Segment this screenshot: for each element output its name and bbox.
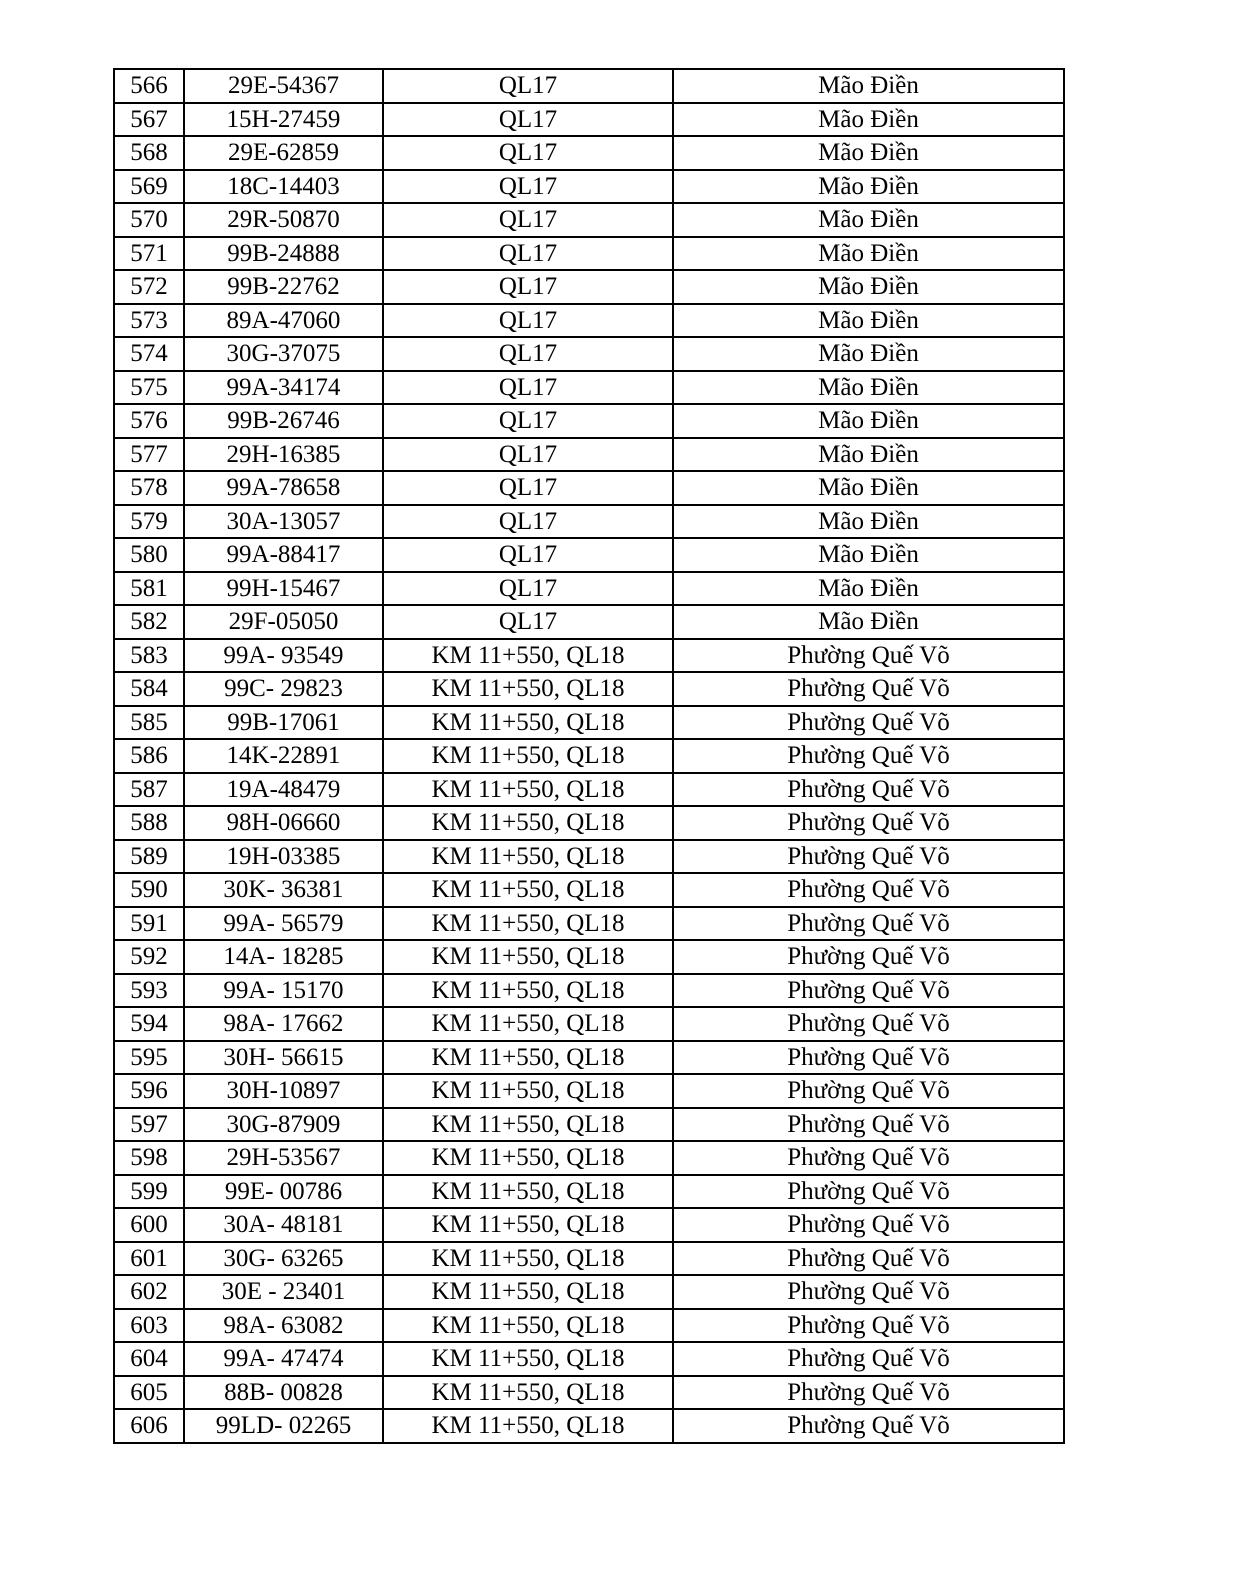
row-number-cell: 568 (114, 136, 184, 170)
ward-cell: Mão Điền (673, 404, 1064, 438)
table-row (114, 907, 1064, 941)
table-row (114, 639, 1064, 673)
table-row (114, 538, 1064, 572)
ward-cell: Phường Quế Võ (673, 907, 1064, 941)
table-row (114, 69, 1064, 103)
location-cell: KM 11+550, QL18 (383, 806, 673, 840)
ward-cell: Phường Quế Võ (673, 672, 1064, 706)
license-plate-cell: 30G- 63265 (184, 1242, 383, 1276)
table-row (114, 773, 1064, 807)
table-row (114, 103, 1064, 137)
table-row (114, 1309, 1064, 1343)
license-plate-cell: 30A-13057 (184, 505, 383, 539)
location-cell: QL17 (383, 371, 673, 405)
row-number-cell: 587 (114, 773, 184, 807)
location-cell: KM 11+550, QL18 (383, 1275, 673, 1309)
ward-cell: Phường Quế Võ (673, 1342, 1064, 1376)
license-plate-cell: 99E- 00786 (184, 1175, 383, 1209)
license-plate-cell: 98A- 63082 (184, 1309, 383, 1343)
table-row (114, 136, 1064, 170)
table-row (114, 840, 1064, 874)
table-row (114, 1175, 1064, 1209)
ward-cell: Mão Điền (673, 438, 1064, 472)
location-cell: KM 11+550, QL18 (383, 672, 673, 706)
row-number-cell: 606 (114, 1409, 184, 1443)
ward-cell: Phường Quế Võ (673, 940, 1064, 974)
table-row (114, 1376, 1064, 1410)
ward-cell: Phường Quế Võ (673, 773, 1064, 807)
ward-cell: Mão Điền (673, 270, 1064, 304)
license-plate-cell: 29H-16385 (184, 438, 383, 472)
ward-cell: Mão Điền (673, 103, 1064, 137)
license-plate-cell: 98H-06660 (184, 806, 383, 840)
location-cell: KM 11+550, QL18 (383, 1208, 673, 1242)
table-row (114, 505, 1064, 539)
row-number-cell: 601 (114, 1242, 184, 1276)
row-number-cell: 574 (114, 337, 184, 371)
table-row (114, 237, 1064, 271)
location-cell: KM 11+550, QL18 (383, 1007, 673, 1041)
location-cell: QL17 (383, 136, 673, 170)
location-cell: KM 11+550, QL18 (383, 1175, 673, 1209)
ward-cell: Phường Quế Võ (673, 1376, 1064, 1410)
license-plate-cell: 88B- 00828 (184, 1376, 383, 1410)
row-number-cell: 570 (114, 203, 184, 237)
ward-cell: Phường Quế Võ (673, 1007, 1064, 1041)
location-cell: KM 11+550, QL18 (383, 1074, 673, 1108)
row-number-cell: 604 (114, 1342, 184, 1376)
license-plate-cell: 99A- 47474 (184, 1342, 383, 1376)
table-row (114, 672, 1064, 706)
table-row (114, 471, 1064, 505)
ward-cell: Phường Quế Võ (673, 840, 1064, 874)
location-cell: QL17 (383, 404, 673, 438)
location-cell: KM 11+550, QL18 (383, 1376, 673, 1410)
vehicle-records-table (113, 68, 1065, 1444)
table-row (114, 170, 1064, 204)
row-number-cell: 596 (114, 1074, 184, 1108)
table-row (114, 605, 1064, 639)
ward-cell: Mão Điền (673, 203, 1064, 237)
row-number-cell: 592 (114, 940, 184, 974)
ward-cell: Mão Điền (673, 69, 1064, 103)
license-plate-cell: 99B-26746 (184, 404, 383, 438)
table-row (114, 304, 1064, 338)
ward-cell: Mão Điền (673, 605, 1064, 639)
ward-cell: Phường Quế Võ (673, 974, 1064, 1008)
location-cell: QL17 (383, 471, 673, 505)
table-row (114, 1007, 1064, 1041)
table-row (114, 974, 1064, 1008)
row-number-cell: 577 (114, 438, 184, 472)
ward-cell: Mão Điền (673, 136, 1064, 170)
table-row (114, 806, 1064, 840)
location-cell: KM 11+550, QL18 (383, 907, 673, 941)
license-plate-cell: 30G-37075 (184, 337, 383, 371)
location-cell: QL17 (383, 270, 673, 304)
license-plate-cell: 30H- 56615 (184, 1041, 383, 1075)
row-number-cell: 571 (114, 237, 184, 271)
ward-cell: Mão Điền (673, 505, 1064, 539)
license-plate-cell: 29E-54367 (184, 69, 383, 103)
location-cell: KM 11+550, QL18 (383, 639, 673, 673)
license-plate-cell: 98A- 17662 (184, 1007, 383, 1041)
row-number-cell: 586 (114, 739, 184, 773)
row-number-cell: 580 (114, 538, 184, 572)
table-row (114, 371, 1064, 405)
table-row (114, 706, 1064, 740)
license-plate-cell: 19A-48479 (184, 773, 383, 807)
table-row (114, 404, 1064, 438)
table-row (114, 739, 1064, 773)
row-number-cell: 578 (114, 471, 184, 505)
ward-cell: Mão Điền (673, 337, 1064, 371)
row-number-cell: 600 (114, 1208, 184, 1242)
ward-cell: Mão Điền (673, 304, 1064, 338)
license-plate-cell: 99A-78658 (184, 471, 383, 505)
license-plate-cell: 15H-27459 (184, 103, 383, 137)
location-cell: QL17 (383, 505, 673, 539)
table-row (114, 1041, 1064, 1075)
license-plate-cell: 99B-24888 (184, 237, 383, 271)
table-row (114, 270, 1064, 304)
ward-cell: Phường Quế Võ (673, 1409, 1064, 1443)
ward-cell: Phường Quế Võ (673, 1141, 1064, 1175)
row-number-cell: 573 (114, 304, 184, 338)
table-row (114, 1409, 1064, 1443)
row-number-cell: 569 (114, 170, 184, 204)
license-plate-cell: 30H-10897 (184, 1074, 383, 1108)
ward-cell: Mão Điền (673, 371, 1064, 405)
license-plate-cell: 99A- 93549 (184, 639, 383, 673)
location-cell: KM 11+550, QL18 (383, 940, 673, 974)
ward-cell: Phường Quế Võ (673, 1175, 1064, 1209)
row-number-cell: 599 (114, 1175, 184, 1209)
row-number-cell: 593 (114, 974, 184, 1008)
location-cell: KM 11+550, QL18 (383, 773, 673, 807)
ward-cell: Phường Quế Võ (673, 1108, 1064, 1142)
license-plate-cell: 14K-22891 (184, 739, 383, 773)
table-row (114, 438, 1064, 472)
ward-cell: Phường Quế Võ (673, 1208, 1064, 1242)
table-row (114, 203, 1064, 237)
row-number-cell: 590 (114, 873, 184, 907)
location-cell: KM 11+550, QL18 (383, 1141, 673, 1175)
ward-cell: Mão Điền (673, 471, 1064, 505)
location-cell: KM 11+550, QL18 (383, 1108, 673, 1142)
row-number-cell: 597 (114, 1108, 184, 1142)
location-cell: KM 11+550, QL18 (383, 1041, 673, 1075)
ward-cell: Phường Quế Võ (673, 873, 1064, 907)
row-number-cell: 595 (114, 1041, 184, 1075)
license-plate-cell: 29F-05050 (184, 605, 383, 639)
location-cell: QL17 (383, 605, 673, 639)
ward-cell: Mão Điền (673, 170, 1064, 204)
table-row (114, 1242, 1064, 1276)
table-row (114, 940, 1064, 974)
table-row (114, 1342, 1064, 1376)
table-row (114, 1275, 1064, 1309)
location-cell: KM 11+550, QL18 (383, 706, 673, 740)
location-cell: KM 11+550, QL18 (383, 840, 673, 874)
row-number-cell: 582 (114, 605, 184, 639)
table-row (114, 1074, 1064, 1108)
table-body (114, 69, 1064, 1443)
location-cell: KM 11+550, QL18 (383, 739, 673, 773)
license-plate-cell: 99A-88417 (184, 538, 383, 572)
ward-cell: Phường Quế Võ (673, 1041, 1064, 1075)
license-plate-cell: 18C-14403 (184, 170, 383, 204)
ward-cell: Phường Quế Võ (673, 1074, 1064, 1108)
table-row (114, 572, 1064, 606)
location-cell: KM 11+550, QL18 (383, 873, 673, 907)
license-plate-cell: 89A-47060 (184, 304, 383, 338)
location-cell: KM 11+550, QL18 (383, 1409, 673, 1443)
row-number-cell: 598 (114, 1141, 184, 1175)
license-plate-cell: 99A-34174 (184, 371, 383, 405)
row-number-cell: 572 (114, 270, 184, 304)
location-cell: KM 11+550, QL18 (383, 974, 673, 1008)
row-number-cell: 583 (114, 639, 184, 673)
license-plate-cell: 14A- 18285 (184, 940, 383, 974)
row-number-cell: 605 (114, 1376, 184, 1410)
row-number-cell: 589 (114, 840, 184, 874)
license-plate-cell: 99B-17061 (184, 706, 383, 740)
table-row (114, 1108, 1064, 1142)
license-plate-cell: 19H-03385 (184, 840, 383, 874)
table-row (114, 873, 1064, 907)
ward-cell: Phường Quế Võ (673, 1275, 1064, 1309)
location-cell: QL17 (383, 237, 673, 271)
row-number-cell: 602 (114, 1275, 184, 1309)
location-cell: KM 11+550, QL18 (383, 1342, 673, 1376)
license-plate-cell: 99B-22762 (184, 270, 383, 304)
row-number-cell: 566 (114, 69, 184, 103)
ward-cell: Phường Quế Võ (673, 706, 1064, 740)
row-number-cell: 567 (114, 103, 184, 137)
location-cell: QL17 (383, 170, 673, 204)
license-plate-cell: 30G-87909 (184, 1108, 383, 1142)
ward-cell: Phường Quế Võ (673, 1309, 1064, 1343)
ward-cell: Mão Điền (673, 237, 1064, 271)
location-cell: QL17 (383, 337, 673, 371)
table-row (114, 337, 1064, 371)
location-cell: QL17 (383, 69, 673, 103)
license-plate-cell: 29E-62859 (184, 136, 383, 170)
license-plate-cell: 30K- 36381 (184, 873, 383, 907)
license-plate-cell: 99C- 29823 (184, 672, 383, 706)
ward-cell: Phường Quế Võ (673, 639, 1064, 673)
location-cell: KM 11+550, QL18 (383, 1309, 673, 1343)
location-cell: QL17 (383, 304, 673, 338)
license-plate-cell: 29R-50870 (184, 203, 383, 237)
table-row (114, 1141, 1064, 1175)
row-number-cell: 575 (114, 371, 184, 405)
location-cell: KM 11+550, QL18 (383, 1242, 673, 1276)
location-cell: QL17 (383, 538, 673, 572)
license-plate-cell: 30E - 23401 (184, 1275, 383, 1309)
row-number-cell: 584 (114, 672, 184, 706)
table-row (114, 1208, 1064, 1242)
license-plate-cell: 99H-15467 (184, 572, 383, 606)
row-number-cell: 576 (114, 404, 184, 438)
row-number-cell: 581 (114, 572, 184, 606)
ward-cell: Mão Điền (673, 572, 1064, 606)
location-cell: QL17 (383, 103, 673, 137)
row-number-cell: 588 (114, 806, 184, 840)
row-number-cell: 591 (114, 907, 184, 941)
license-plate-cell: 99A- 56579 (184, 907, 383, 941)
license-plate-cell: 30A- 48181 (184, 1208, 383, 1242)
license-plate-cell: 99A- 15170 (184, 974, 383, 1008)
location-cell: QL17 (383, 203, 673, 237)
location-cell: QL17 (383, 438, 673, 472)
row-number-cell: 579 (114, 505, 184, 539)
license-plate-cell: 99LD- 02265 (184, 1409, 383, 1443)
row-number-cell: 594 (114, 1007, 184, 1041)
ward-cell: Phường Quế Võ (673, 739, 1064, 773)
license-plate-cell: 29H-53567 (184, 1141, 383, 1175)
row-number-cell: 603 (114, 1309, 184, 1343)
ward-cell: Phường Quế Võ (673, 1242, 1064, 1276)
row-number-cell: 585 (114, 706, 184, 740)
ward-cell: Phường Quế Võ (673, 806, 1064, 840)
location-cell: QL17 (383, 572, 673, 606)
ward-cell: Mão Điền (673, 538, 1064, 572)
